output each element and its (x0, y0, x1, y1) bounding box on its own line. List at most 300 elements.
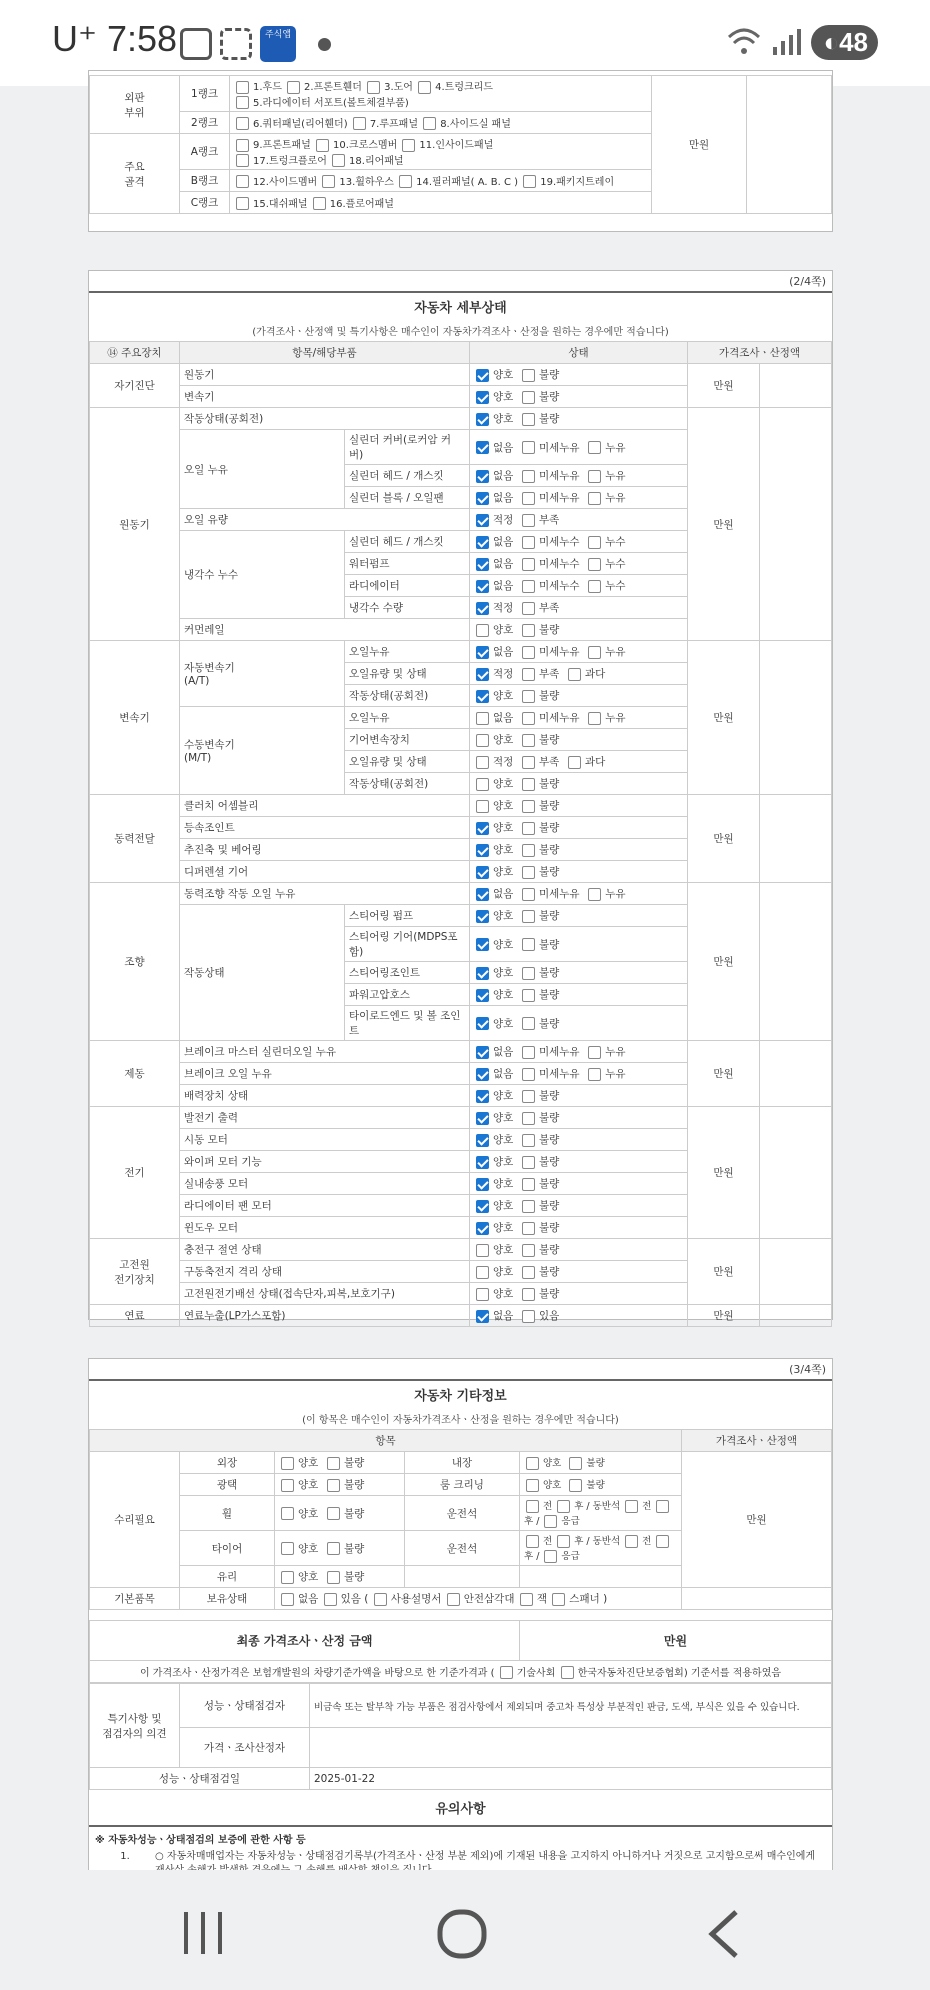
checkbox[interactable] (588, 536, 601, 549)
column-header: ⑭ 주요장치 (90, 342, 180, 364)
page-number: (2/4쪽) (789, 275, 826, 288)
option-label: 불량 (538, 624, 560, 636)
checkbox[interactable] (522, 1112, 535, 1125)
head-item: 항목 (90, 1430, 682, 1452)
page-title: 자동차 세부상태 (414, 301, 507, 316)
detail-status-table (89, 341, 832, 1327)
option-label: 불량 (538, 822, 560, 834)
item-label: 원동기 (180, 364, 470, 386)
checkbox[interactable] (568, 756, 581, 769)
section-label: 조향 (90, 883, 180, 1041)
sub-item-label: 실린더 커버(로커암 커버) (345, 430, 470, 465)
option-label: 양호 (493, 1112, 514, 1124)
option-label: 양호 (493, 844, 514, 856)
parts-list: 6.쿼터패널(리어휀더) 7.루프패널 8.사이드실 패널 (230, 112, 652, 134)
checkbox[interactable] (526, 1479, 539, 1492)
status-options (470, 1129, 688, 1151)
checkbox[interactable] (476, 1200, 489, 1213)
item-label: 외장 (180, 1452, 275, 1474)
notification-dot-icon (318, 38, 331, 51)
status-options (470, 773, 688, 795)
option-label: 부족 (538, 602, 560, 614)
special-row-inspector-text: 비금속 또는 탈부착 가능 부품은 점검사항에서 제외되며 중고차 특성상 부분적인 판금, 도색, 부식은 있을 수 있습니다. (310, 1684, 832, 1728)
checkbox[interactable] (588, 712, 601, 725)
battery-indicator: ◐48 (811, 25, 878, 60)
status-options (470, 1239, 688, 1261)
checkbox[interactable] (522, 391, 535, 404)
checkbox[interactable] (522, 441, 535, 454)
item-label: 발전기 출력 (180, 1107, 470, 1129)
checkbox[interactable] (522, 712, 535, 725)
checkbox[interactable] (476, 1222, 489, 1235)
item-label: 와이퍼 모터 기능 (180, 1151, 470, 1173)
option-label: 없음 (493, 558, 514, 570)
option-label: 불량 (586, 1458, 605, 1469)
parts-list: 9.프론트패널 10.크로스멤버 11.인사이드패널 17.트렁크플로어 18.리어패널 (230, 134, 652, 170)
option-label: 불량 (343, 1542, 365, 1555)
option-label: 불량 (538, 910, 560, 922)
checkbox[interactable] (522, 668, 535, 681)
option-label: 불량 (343, 1571, 365, 1583)
checkbox[interactable] (476, 668, 489, 681)
sub-item-label: 오일유량 및 상태 (345, 663, 470, 685)
notice-head: ※ 자동차성능ㆍ상태점검의 보증에 관한 사항 등 (95, 1835, 306, 1846)
checkbox[interactable] (281, 1507, 294, 1520)
option-label: 적정 (493, 514, 514, 526)
checkbox[interactable] (522, 580, 535, 593)
sub-item-label: 오일누유 (345, 641, 470, 663)
page-subtitle: (가격조사ㆍ산정액 및 특기사항은 매수인이 자동차가격조사ㆍ산정을 원하는 경우에만 적습니다) (252, 327, 669, 338)
back-icon[interactable] (704, 1908, 744, 1960)
sub-item-label: 실린더 헤드 / 개스킷 (345, 465, 470, 487)
checkbox[interactable] (522, 734, 535, 747)
status-options (470, 962, 688, 984)
option-label: 누유 (605, 646, 626, 658)
checkbox[interactable] (522, 1068, 535, 1081)
item-label (405, 1566, 520, 1588)
checkbox[interactable] (522, 822, 535, 835)
option-label: 없음 (493, 536, 514, 548)
option-label: 미세누유 (538, 1068, 580, 1080)
checkbox[interactable] (476, 602, 489, 615)
checkbox[interactable] (522, 558, 535, 571)
checkbox[interactable] (476, 558, 489, 571)
option-label: 불량 (538, 866, 560, 878)
checkbox[interactable] (522, 690, 535, 703)
sub-item-label: 기어변속장치 (345, 729, 470, 751)
checkbox[interactable] (526, 1457, 539, 1470)
status-options (470, 364, 688, 386)
table-row (90, 1305, 832, 1327)
checkbox[interactable] (522, 369, 535, 382)
checkbox[interactable] (522, 866, 535, 879)
app-badge-icon: 주식앱 (260, 26, 296, 62)
status-options (470, 751, 688, 773)
parts-list: 15.대쉬패널 16.플로어패널 (230, 192, 652, 214)
recent-apps-icon[interactable] (178, 1908, 228, 1958)
checkbox[interactable] (522, 844, 535, 857)
checkbox[interactable] (522, 413, 535, 426)
repair-label: 수리필요 (90, 1452, 180, 1588)
checkbox[interactable] (476, 369, 489, 382)
checkbox[interactable] (522, 536, 535, 549)
price-cell: 만원 (688, 1041, 760, 1107)
checkbox[interactable] (568, 668, 581, 681)
checkbox[interactable] (476, 492, 489, 505)
checkbox[interactable] (522, 1017, 535, 1030)
status-options (470, 1151, 688, 1173)
checkbox[interactable] (476, 938, 489, 951)
checkbox[interactable] (476, 1266, 489, 1279)
option-label: 불량 (538, 369, 560, 381)
price-cell: 만원 (688, 408, 760, 641)
parts-list: 12.사이드멤버 13.휠하우스 14.필러패널( A. B. C ) 19.패키지트레이 (230, 170, 652, 192)
option-label: 누유 (605, 492, 626, 504)
option-label: 누수 (605, 536, 626, 548)
option-label: 양호 (298, 1479, 319, 1491)
option-label: 불량 (538, 1178, 560, 1190)
price-cell: 만원 (688, 795, 760, 883)
checkbox[interactable] (281, 1542, 294, 1555)
checkbox[interactable] (522, 938, 535, 951)
item-label: 유리 (180, 1566, 275, 1588)
checkbox[interactable] (476, 646, 489, 659)
status-options (470, 553, 688, 575)
checkbox[interactable] (522, 514, 535, 527)
sub-item-label: 스티어링 펌프 (345, 905, 470, 927)
checkbox[interactable] (569, 1457, 582, 1470)
section-label: 원동기 (90, 408, 180, 641)
option-label: 양호 (543, 1480, 562, 1491)
item-label: 운전석 (405, 1496, 520, 1531)
option-label: 불량 (538, 967, 560, 979)
home-icon[interactable] (436, 1908, 488, 1960)
checkbox[interactable] (476, 866, 489, 879)
option-label: 미세누유 (538, 492, 580, 504)
checkbox[interactable] (476, 1090, 489, 1103)
item-label: 운전석 (405, 1531, 520, 1566)
checkbox[interactable] (476, 441, 489, 454)
option-label: 없음 (493, 470, 514, 482)
checkbox[interactable] (476, 822, 489, 835)
option-label: 불량 (538, 844, 560, 856)
status-time: U⁺ 7:58 (52, 18, 178, 59)
checkbox[interactable] (476, 800, 489, 813)
checkbox[interactable] (476, 690, 489, 703)
checkbox[interactable] (588, 646, 601, 659)
option-label: 불량 (538, 391, 560, 403)
sub-item-label: 오일유량 및 상태 (345, 751, 470, 773)
sub-item-label: 파워고압호스 (345, 984, 470, 1006)
price-cell: 만원 (688, 1107, 760, 1239)
option-label: 양호 (493, 1266, 514, 1278)
checkbox[interactable] (476, 413, 489, 426)
final-unit: 만원 (520, 1621, 832, 1661)
option-label: 불량 (538, 1222, 560, 1234)
checkbox[interactable] (327, 1507, 340, 1520)
checkbox[interactable] (588, 470, 601, 483)
screenshot-icon (220, 28, 252, 60)
sub-item-label: 실린더 블록 / 오일팬 (345, 487, 470, 509)
option-label: 불량 (538, 989, 560, 1001)
item-label: 배력장치 상태 (180, 1085, 470, 1107)
option-label: 불량 (538, 1112, 560, 1124)
option-label: 부족 (538, 668, 560, 680)
other-info-table (89, 1429, 832, 1610)
status-options (470, 839, 688, 861)
section-label: 전기 (90, 1107, 180, 1239)
price-cell: 만원 (688, 364, 760, 408)
option-label: 과다 (584, 668, 606, 680)
checkbox[interactable] (522, 989, 535, 1002)
option-label: 양호 (493, 1090, 514, 1102)
option-label: 적정 (493, 756, 514, 768)
checkbox[interactable] (522, 602, 535, 615)
checkbox[interactable] (476, 580, 489, 593)
checkbox[interactable] (522, 1134, 535, 1147)
option-label: 양호 (493, 1222, 514, 1234)
checkbox[interactable] (281, 1479, 294, 1492)
checkbox[interactable] (476, 624, 489, 637)
checkbox[interactable] (522, 910, 535, 923)
checkbox[interactable] (522, 1222, 535, 1235)
checkbox[interactable] (476, 967, 489, 980)
checkbox[interactable] (522, 1288, 535, 1301)
option-label: 부족 (538, 514, 560, 526)
checkbox[interactable] (522, 888, 535, 901)
checkbox[interactable] (476, 712, 489, 725)
option-label: 양호 (493, 1134, 514, 1146)
sub-item-label: 스티어링 기어(MDPS포함) (345, 927, 470, 962)
status-options (470, 729, 688, 751)
checkbox[interactable] (476, 1017, 489, 1030)
checkbox[interactable] (522, 1156, 535, 1169)
option-label: 양호 (493, 1178, 514, 1190)
rank-label: B랭크 (180, 170, 230, 192)
option-label: 불량 (538, 1200, 560, 1212)
item-label: 타이어 (180, 1531, 275, 1566)
checkbox[interactable] (281, 1457, 294, 1470)
checkbox[interactable] (327, 1542, 340, 1555)
final-label: 최종 가격조사ㆍ산정 금액 (90, 1621, 520, 1661)
table-row (90, 795, 832, 817)
option-label: 없음 (493, 888, 514, 900)
page-number: (3/4쪽) (789, 1363, 826, 1376)
checkbox[interactable] (522, 1244, 535, 1257)
option-label: 양호 (493, 369, 514, 381)
item-label: 룸 크리닝 (405, 1474, 520, 1496)
option-label: 미세누유 (538, 888, 580, 900)
section-label: 자기진단 (90, 364, 180, 408)
status-options (470, 1173, 688, 1195)
checkbox[interactable] (522, 1046, 535, 1059)
basic-values: 없음 있음 ( 사용설명서 안전삼각대 잭 스패너 ) (275, 1588, 682, 1610)
checkbox[interactable] (476, 1178, 489, 1191)
item-label: 시동 모터 (180, 1129, 470, 1151)
status-options (470, 575, 688, 597)
status-options (470, 641, 688, 663)
checkbox[interactable] (476, 888, 489, 901)
item-label: 커먼레일 (180, 619, 470, 641)
item-label: 윈도우 모터 (180, 1217, 470, 1239)
checkbox[interactable] (522, 1200, 535, 1213)
option-label: 누유 (605, 470, 626, 482)
checkbox[interactable] (327, 1479, 340, 1492)
checkbox[interactable] (522, 778, 535, 791)
status-options (470, 465, 688, 487)
checkbox[interactable] (327, 1571, 340, 1584)
option-label: 양호 (493, 1017, 514, 1030)
status-options (470, 509, 688, 531)
checkbox[interactable] (327, 1457, 340, 1470)
status-options (470, 984, 688, 1006)
status-options (470, 905, 688, 927)
section-label: 동력전달 (90, 795, 180, 883)
status-options (470, 1305, 688, 1327)
option-label: 불량 (538, 778, 560, 790)
checkbox[interactable] (522, 492, 535, 505)
checkbox[interactable] (522, 1090, 535, 1103)
checkbox[interactable] (476, 1156, 489, 1169)
option-label: 양호 (493, 624, 514, 636)
checkbox[interactable] (522, 1310, 535, 1323)
checkbox[interactable] (522, 624, 535, 637)
sub-item-label: 작동상태(공회전) (345, 685, 470, 707)
checkbox[interactable] (476, 1310, 489, 1323)
basic-label: 기본품목 (90, 1588, 180, 1610)
sub-item-label: 워터펌프 (345, 553, 470, 575)
checkbox[interactable] (522, 1178, 535, 1191)
checkbox[interactable] (476, 1046, 489, 1059)
column-header: 상태 (470, 342, 688, 364)
table-row (90, 641, 832, 663)
option-label: 양호 (493, 1156, 514, 1168)
option-label: 양호 (493, 1288, 514, 1300)
checkbox[interactable] (476, 989, 489, 1002)
checkbox[interactable] (476, 391, 489, 404)
table-row (90, 1452, 832, 1474)
checkbox[interactable] (588, 888, 601, 901)
status-options (470, 408, 688, 430)
checkbox[interactable] (522, 756, 535, 769)
status-options (470, 1217, 688, 1239)
checkbox[interactable] (522, 967, 535, 980)
item-label: 수동변속기 (M/T) (180, 707, 345, 795)
checkbox[interactable] (476, 1288, 489, 1301)
checkbox[interactable] (476, 514, 489, 527)
option-label: 양호 (493, 1244, 514, 1256)
notice-text-1: ○ 자동차매매업자는 자동차성능ㆍ상태점검기록부(가격조사ㆍ산정 부분 제외)에 기재된 내용을 고지하지 아니하거나 거짓으로 고지함으로써 매수인에게 (155, 1851, 816, 1862)
checkbox[interactable] (522, 646, 535, 659)
checkbox[interactable] (476, 778, 489, 791)
status-options (470, 663, 688, 685)
standard-text: 이 가격조사ㆍ산정가격은 보험개발원의 차량기준가액을 바탕으로 한 기준가격과 ( 기술사회 한국자동차진단보증협회) 기준서를 적용하였음 (90, 1661, 832, 1683)
option-label: 불량 (538, 1017, 560, 1030)
status-options (470, 1261, 688, 1283)
option-label: 양호 (493, 734, 514, 746)
option-label: 적정 (493, 602, 514, 614)
checkbox[interactable] (281, 1571, 294, 1584)
checkbox[interactable] (476, 756, 489, 769)
checkbox[interactable] (476, 910, 489, 923)
option-label: 불량 (538, 1134, 560, 1146)
checkbox[interactable] (476, 1244, 489, 1257)
status-options (470, 1085, 688, 1107)
option-label: 누유 (605, 888, 626, 900)
option-label: 미세누유 (538, 712, 580, 724)
checkbox[interactable] (476, 734, 489, 747)
checkbox[interactable] (476, 470, 489, 483)
status-options (470, 487, 688, 509)
item-label: 추진축 및 베어링 (180, 839, 470, 861)
page-title: 자동차 기타정보 (414, 1389, 507, 1404)
checkbox[interactable] (476, 1134, 489, 1147)
page-1-fragment (88, 70, 833, 232)
status-options (470, 685, 688, 707)
option-label: 부족 (538, 756, 560, 768)
status-options (470, 1006, 688, 1041)
option-label: 양호 (298, 1571, 319, 1583)
checkbox[interactable] (588, 1068, 601, 1081)
table-row (90, 883, 832, 905)
navigation-bar (0, 1870, 930, 1990)
sub-item-label: 스티어링조인트 (345, 962, 470, 984)
option-label: 양호 (493, 910, 514, 922)
table-row: 휠 양호 불량 운전석 전 후 / 동반석 전 후 / 응급 (90, 1496, 832, 1531)
checkbox[interactable] (522, 470, 535, 483)
checkbox[interactable] (588, 441, 601, 454)
table-row (90, 1041, 832, 1063)
checkbox[interactable] (569, 1479, 582, 1492)
item-label: 냉각수 누수 (180, 531, 345, 619)
status-options (470, 1063, 688, 1085)
checkbox[interactable] (522, 1266, 535, 1279)
status-options (470, 707, 688, 729)
option-label: 양호 (493, 413, 514, 425)
option-label: 불량 (538, 734, 560, 746)
checkbox[interactable] (588, 558, 601, 571)
checkbox[interactable] (476, 536, 489, 549)
group-label: 주요 골격 (90, 134, 180, 214)
rank-label: A랭크 (180, 134, 230, 170)
page-3 (88, 1358, 833, 1878)
option-label: 양호 (493, 822, 514, 834)
item-label: 자동변속기 (A/T) (180, 641, 345, 707)
checkbox[interactable] (476, 1112, 489, 1125)
option-label: 불량 (538, 1090, 560, 1102)
status-options (470, 386, 688, 408)
checkbox[interactable] (476, 1068, 489, 1081)
checkbox[interactable] (588, 492, 601, 505)
option-label: 양호 (493, 800, 514, 812)
notice-num: 1. (120, 1851, 130, 1862)
section-label: 제동 (90, 1041, 180, 1107)
option-label: 없음 (493, 492, 514, 504)
checkbox[interactable] (588, 580, 601, 593)
checkbox[interactable] (522, 800, 535, 813)
option-label: 불량 (343, 1507, 365, 1520)
item-label: 광택 (180, 1474, 275, 1496)
basic-item: 보유상태 (180, 1588, 275, 1610)
checkbox[interactable] (588, 1046, 601, 1059)
status-options (470, 1195, 688, 1217)
option-label: 양호 (493, 989, 514, 1001)
option-label: 불량 (538, 938, 560, 951)
checkbox[interactable] (476, 844, 489, 857)
section-label: 연료 (90, 1305, 180, 1327)
price-cell: 만원 (688, 1305, 760, 1327)
option-label: 누유 (605, 1046, 626, 1058)
